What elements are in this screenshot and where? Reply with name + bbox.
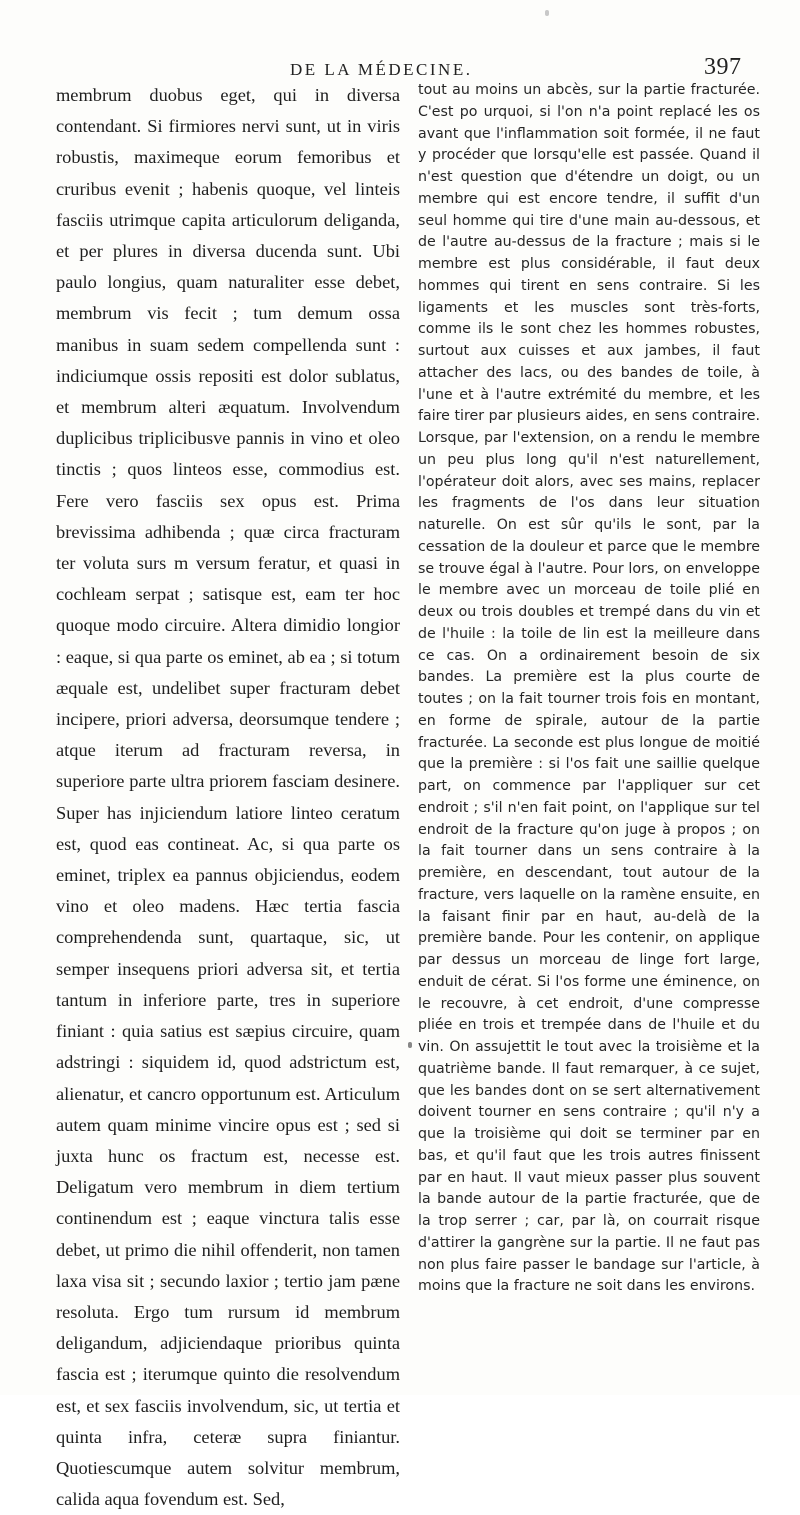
running-title: DE LA MÉDECINE. xyxy=(290,60,473,79)
page-number: 397 xyxy=(704,54,742,80)
paper-speck xyxy=(545,10,549,16)
french-column xyxy=(418,80,760,1365)
latin-column xyxy=(56,80,400,1510)
margin-mark xyxy=(408,1042,412,1048)
french-paragraph: tout au moins un abcès, sur la partie fracturée. C'est po urquoi, si l'on n'a point replacé les os avant que l'inflammation soit formée, il ne faut y procéder que lorsqu'elle est passée. Quand il n'est question que d'étendre un doigt, ou un membre qui est encore tendre, il suffit d'un seul homme qui tire d'une main au-dessous, et de l'autre au-dessus de la fracture ; mais si le membre est plus considérable, il faut deux hommes qui tirent en sens contraire. Si les ligaments et les muscles sont très-forts, comme ils le sont chez les hommes robustes, surtout aux cuisses et aux jambes, il faut attacher des lacs, ou des bandes de toile, à l'une et à l'autre extrémité du membre, et les faire tirer par plusieurs aides, en sens contraire. Lorsque, par l'extension, on a rendu le membre un peu plus long qu'il n'est naturellement, l'opérateur doit alors, avec ses mains, replacer les fragments de l'os dans leur situation naturelle. On est sûr qu'ils le sont, par la cessation de la douleur et parce que le membre se trouve égal à l'autre. Pour lors, on enveloppe le membre avec un morceau de toile plié en deux ou trois doubles et trempé dans du vin et de l'huile : la toile de lin est la meilleure dans ce cas. On a ordinairement besoin de six bandes. La première est la plus courte de toutes ; on la fait tourner trois fois en montant, en forme de spirale, autour de la partie fracturée. La seconde est plus longue de moitié que la première : si l'os fait une saillie quelque part, on commence par l'appliquer sur cet endroit ; s'il n'en fait point, on l'applique sur tel endroit de la fracture qu'on juge à propos ; on la fait tourner dans un sens contraire à la première, en descendant, tout autour de la fracture, vers laquelle on la ramène ensuite, en la faisant finir par en haut, au-delà de la première bande. Pour les contenir, on applique par dessus un morceau de linge fort large, enduit de cérat. Si l'os forme une éminence, on le recouvre, à cet endroit, d'une compresse pliée en trois et trempée dans de l'huile et du vin. On assujettit le tout avec la troisième et la quatrième bande. Il faut remarquer, à ce sujet, que les bandes dont on se sert alternativement doivent tourner en sens contraire ; qu'il n'y a que la troisième qui doit se terminer par en bas, et qu'il faut que les trois autres finissent par en haut. Il vaut mieux passer plus souvent la bande autour de la partie fracturée, que de la trop serrer ; car, par là, on courrait risque d'attirer la gangrène sur la partie. Il ne faut pas non plus faire passer le bandage sur l'article, à moins que la fracture ne soit dans les environs. xyxy=(418,82,760,1295)
latin-paragraph: membrum duobus eget, qui in diversa contendant. Si firmiores nervi sunt, ut in viris robustis, maximeque eorum femoribus et cruribus evenit ; habenis quoque, vel linteis fasciis utrimque capita articulorum deliganda, et per plures in diversa ducenda sunt. Ubi paulo longius, quam naturaliter esse debet, membrum vis fecit ; tum demum ossa manibus in suam sedem compellenda sunt : indiciumque ossis repositi est dolor sublatus, et membrum alteri æquatum. Involvendum duplicibus triplicibusve pannis in vino et oleo tinctis ; quos linteos esse, commodius est. Fere vero fasciis sex opus est. Prima brevissima adhibenda ; quæ circa fracturam ter voluta surs m versum feratur, et quasi in cochleam serpat ; satisque est, eam ter hoc quoque modo circuire. Altera dimidio longior : eaque, si qua parte os eminet, ab ea ; si totum æquale est, undelibet super fracturam debet incipere, priori adversa, deorsumque tendere ; atque iterum ad fracturam reversa, in superiore parte ultra priorem fasciam desinere. Super has injiciendum latiore linteo ceratum est, quod eas contineat. Ac, si qua parte os eminet, triplex ea pannus objiciendus, eodem vino et oleo madens. Hæc tertia fascia comprehendenda sunt, quartaque, sic, ut semper insequens priori adversa sit, et tertia tantum in inferiore parte, tres in superiore finiant : quia satius est sæpius circuire, quam adstringi : siquidem id, quod adstrictum est, alienatur, et cancro opportunum est. Articulum autem quam minime vincire opus est ; sed si juxta hunc os fractum est, necesse est. Deligatum vero membrum in diem tertium continendum est ; eaque vinctura talis esse debet, ut primo die nihil offenderit, non tamen laxa visa sit ; secundo laxior ; tertio jam pæne resoluta. Ergo tum rursum id membrum deligandum, adjiciendaque prioribus quinta fascia est ; iterumque quinto die resolvendum est, et sex fasciis involvendum, sic, ut tertia et quinta infra, ceteræ supra finiantur. Quotiescumque autem solvitur membrum, calida aqua fovendum est. Sed, xyxy=(56,85,400,1510)
